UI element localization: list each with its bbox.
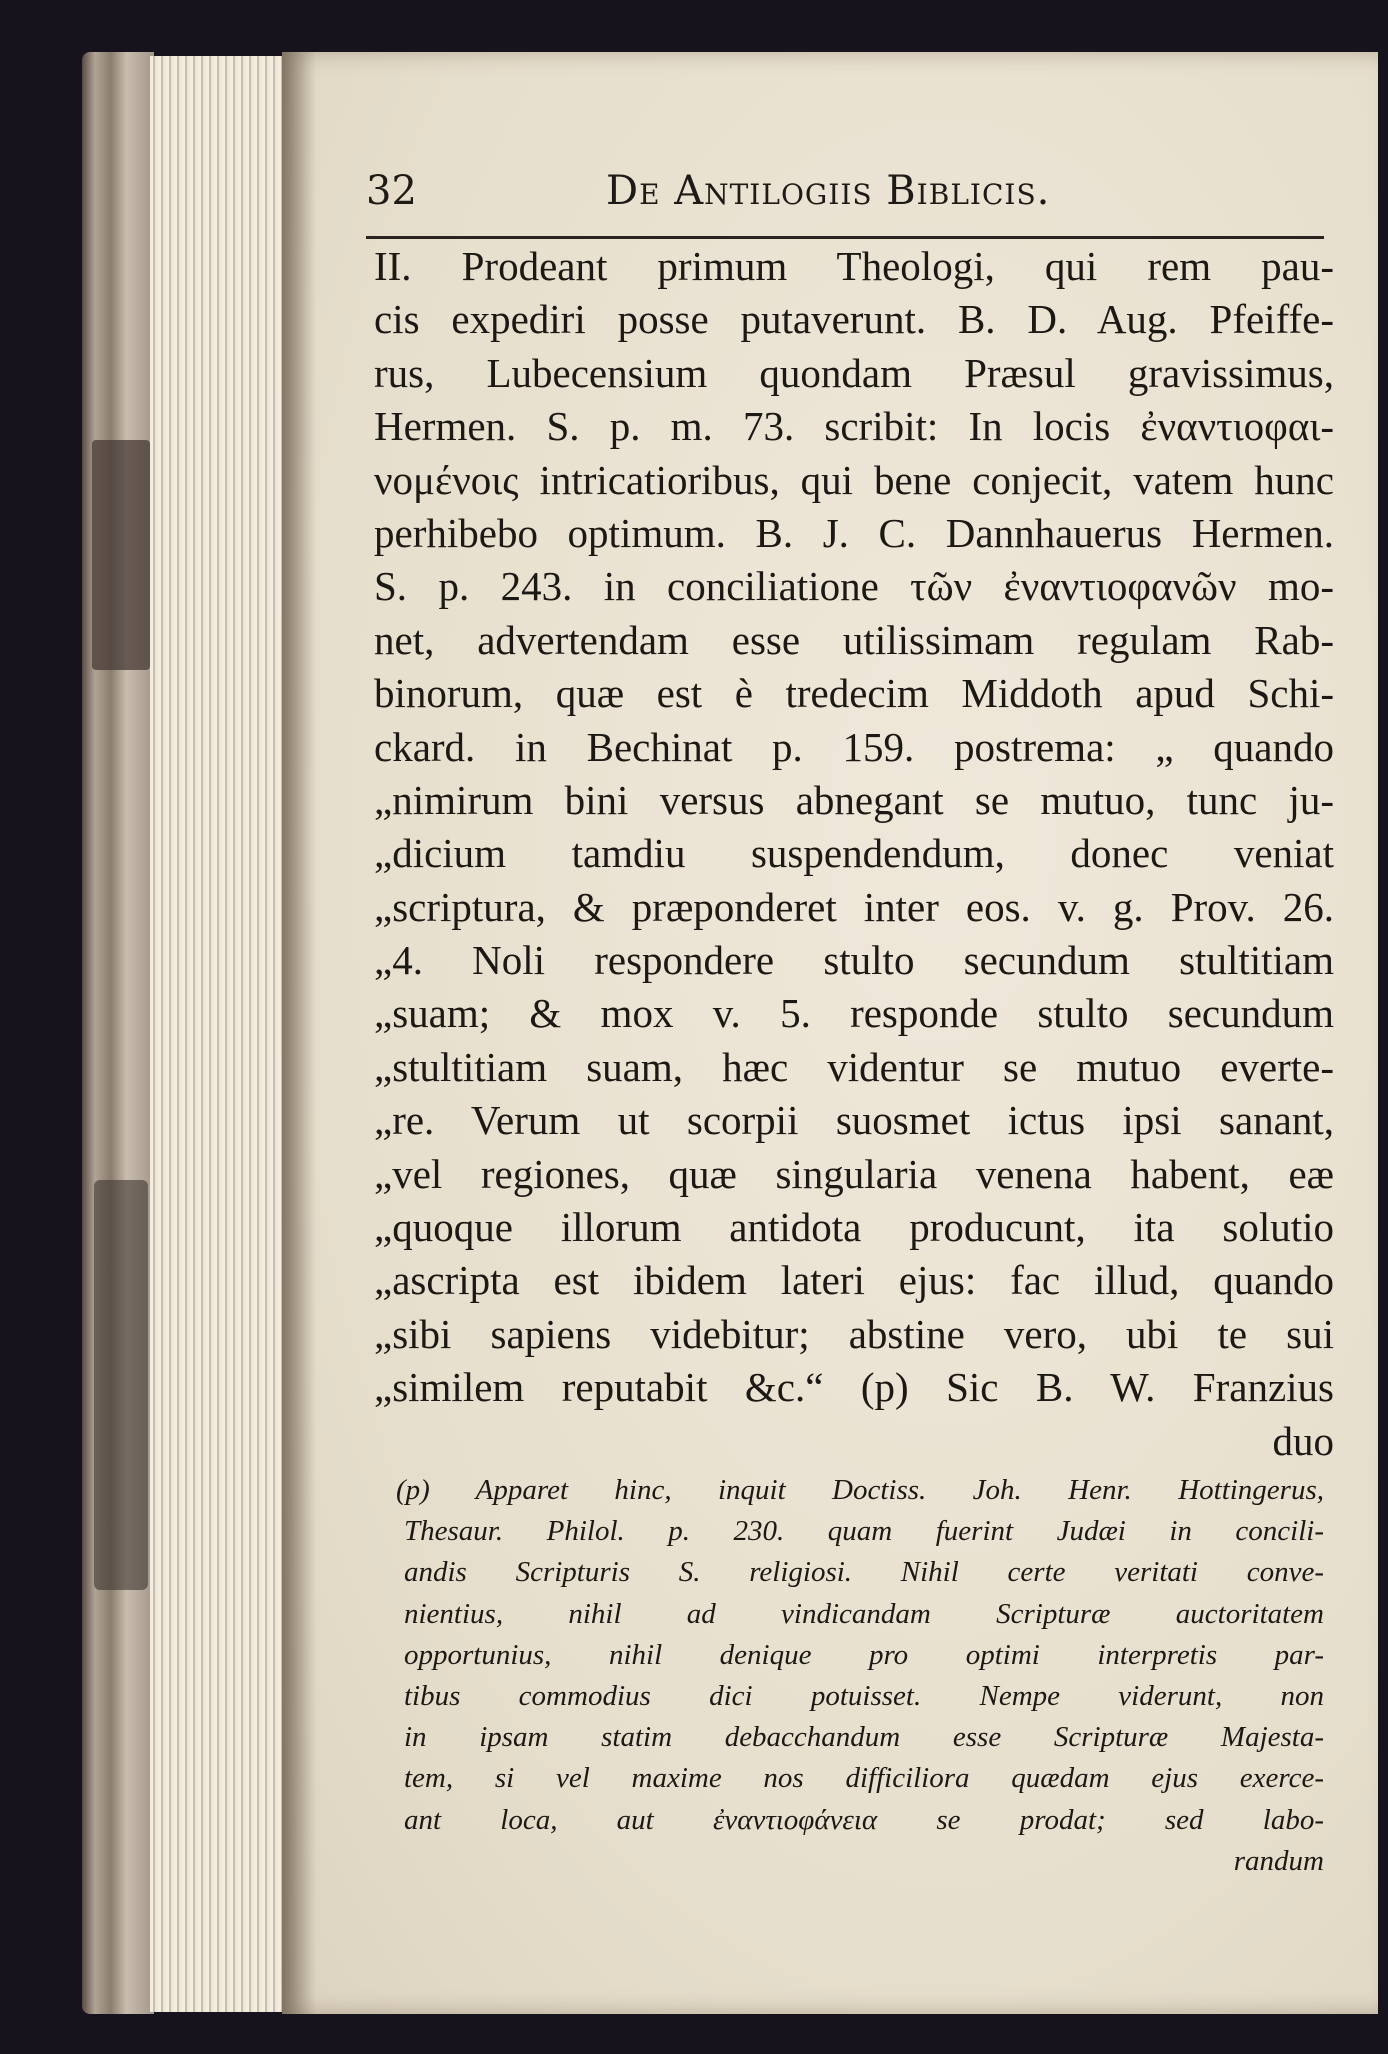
header-rule bbox=[366, 236, 1324, 239]
text-line: „sibi sapiens videbitur; abstine vero, ubi te sui bbox=[374, 1310, 1334, 1357]
text-line: rus, Lubecensium quondam Præsul gravissimus, bbox=[374, 349, 1334, 396]
text-line: net, advertendam esse utilissimam regulam Rab- bbox=[374, 616, 1334, 663]
text-line: „similem reputabit &c.“ (p) Sic B. W. Franzius bbox=[374, 1364, 1334, 1411]
text-line: II. Prodeant primum Theologi, qui rem pau- bbox=[374, 243, 1334, 289]
text-line: „stultitiam suam, hæc videntur se mutuo everte- bbox=[374, 1043, 1334, 1090]
text-line: „vel regiones, quæ singularia venena habent, eæ bbox=[374, 1150, 1334, 1197]
footnote-line: tem, si vel maxime nos difficiliora quædam ejus exerce- bbox=[404, 1762, 1324, 1795]
footnote-line: tibus commodius dici potuisset. Nempe viderunt, non bbox=[404, 1679, 1324, 1712]
text-line: νομένοις intricatioribus, qui bene conjecit, vatem hunc bbox=[374, 456, 1334, 503]
footnote-catchword: randum bbox=[1233, 1844, 1324, 1877]
footnote-line: ant loca, aut ἐναντιοφάνεια se prodat; sed labo- bbox=[404, 1803, 1324, 1836]
page-number: 32 bbox=[366, 168, 417, 214]
catchword: duo bbox=[1272, 1417, 1334, 1464]
text-line: „suam; & mox v. 5. responde stulto secundum bbox=[374, 990, 1334, 1037]
footnote-block bbox=[396, 1470, 1324, 1882]
gutter-shadow bbox=[282, 52, 316, 2014]
footnote-line: Thesaur. Philol. p. 230. quam fuerint Judæi in concili- bbox=[404, 1515, 1324, 1548]
cover-wear-patch bbox=[94, 1180, 148, 1590]
text-line: ckard. in Bechinat p. 159. postrema: „ quando bbox=[374, 723, 1334, 770]
text-line: „scriptura, & præponderet inter eos. v. g. Prov. 26. bbox=[374, 883, 1334, 930]
text-line: cis expediri posse putaverunt. B. D. Aug. Pfeiffe- bbox=[374, 296, 1334, 343]
text-line: „ascripta est ibidem lateri ejus: fac illud, quando bbox=[374, 1257, 1334, 1304]
text-line: „4. Noli respondere stulto secundum stultitiam bbox=[374, 937, 1334, 984]
text-line: „quoque illorum antidota producunt, ita solutio bbox=[374, 1204, 1334, 1251]
footnote-line: opportunius, nihil denique pro optimi interpretis par- bbox=[404, 1638, 1324, 1671]
footnote-line: andis Scripturis S. religiosi. Nihil certe veritati conve- bbox=[404, 1556, 1324, 1589]
footnote-line: (p) Apparet hinc, inquit Doctiss. Joh. Henr. Hottingerus, bbox=[396, 1474, 1324, 1506]
page-edges bbox=[150, 56, 288, 2012]
running-title: De Antilogiis Biblicis. bbox=[606, 168, 1051, 214]
footnote-line: in ipsam statim debacchandum esse Scripturæ Majesta- bbox=[404, 1721, 1324, 1754]
text-line: „dicium tamdiu suspendendum, donec veniat bbox=[374, 830, 1334, 877]
text-line: binorum, quæ est è tredecim Middoth apud Schi- bbox=[374, 670, 1334, 717]
text-line: „nimirum bini versus abnegant se mutuo, tunc ju- bbox=[374, 776, 1334, 823]
footnote-line: nientius, nihil ad vindicandam Scripturæ auctoritatem bbox=[404, 1597, 1324, 1630]
text-line: S. p. 243. in conciliatione τῶν ἐναντιοφανῶν mo- bbox=[374, 563, 1334, 610]
text-line: Hermen. S. p. m. 73. scribit: In locis ἐναντιοφαι- bbox=[374, 403, 1334, 450]
text-line: „re. Verum ut scorpii suosmet ictus ipsi sanant, bbox=[374, 1097, 1334, 1144]
text-line: perhibebo optimum. B. J. C. Dannhauerus Hermen. bbox=[374, 509, 1334, 556]
page-header bbox=[366, 168, 1326, 224]
book-cover-edge bbox=[82, 52, 154, 2014]
cover-wear-patch bbox=[92, 440, 150, 670]
main-text bbox=[374, 240, 1334, 1468]
